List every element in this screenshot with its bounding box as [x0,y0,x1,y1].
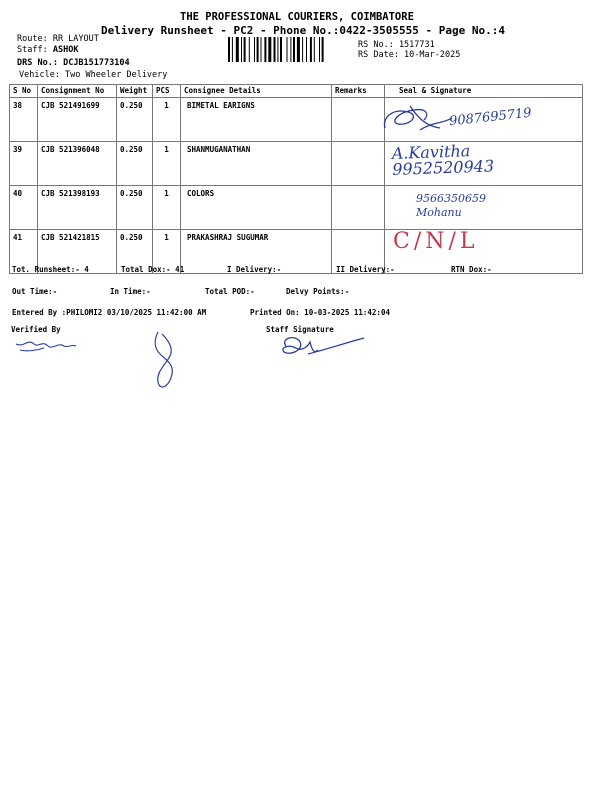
printed-on: Printed On: 10-03-2025 11:42:04 [250,308,390,317]
handwritten-phone-row3: 9566350659 Mohanu [416,192,486,219]
company-name: THE PROFESSIONAL COURIERS, COIMBATORE [180,11,414,23]
column-header: PCS [153,85,181,98]
pcs-cell: 1 [153,186,181,230]
handwritten-phone-row1: 9087695719 [448,105,533,130]
out-time: Out Time:- [12,287,58,296]
delvy-points: Delvy Points:- [286,287,350,296]
column-header: Remarks [332,85,385,98]
sno-cell: 41 [10,230,38,274]
pcs-cell: 1 [153,230,181,274]
sno-cell: 40 [10,186,38,230]
pcs-cell: 1 [153,142,181,186]
weight-cell: 0.250 [117,98,153,142]
remarks-cell [332,142,385,186]
handwritten-mark-scribble [148,330,188,396]
i-delivery: I Delivery:- [227,265,282,274]
drs-value: DCJB151773104 [63,58,130,68]
total-pod: Total POD:- [205,287,255,296]
consignee-cell: COLORS [181,186,332,230]
rtn-dox: RTN Dox:- [451,265,492,274]
table-row [10,230,583,274]
consignment-cell: CJB 521491699 [38,98,117,142]
weight-cell: 0.250 [117,230,153,274]
in-time: In Time:- [110,287,151,296]
runsheet-title: Delivery Runsheet - PC2 - Phone No.:0422-3505555 - Page No.:4 [101,24,505,37]
total-runsheet: Tot. Runsheet:- 4 [12,265,89,274]
column-header: Consignment No [38,85,117,98]
rs-number: RS No.: 1517731 [358,40,435,50]
barcode-image [228,37,352,62]
consignment-cell: CJB 521421815 [38,230,117,274]
vehicle: Vehicle: Two Wheeler Delivery [19,70,168,80]
consignee-cell: BIMETAL EARIGNS [181,98,332,142]
staff-signature-scribble [278,332,368,362]
rs-date: RS Date: 10-Mar-2025 [358,50,461,60]
verified-by-label: Verified By [11,325,61,334]
column-header: Consignee Details [181,85,332,98]
table-header-row [10,85,583,98]
ii-delivery: II Delivery:- [336,265,395,274]
verified-signature-scribble [14,334,78,356]
remarks-cell [332,98,385,142]
column-header: S No [10,85,38,98]
total-dox: Total Dox:- 41 [121,265,185,274]
sno-cell: 39 [10,142,38,186]
column-header: Weight [117,85,153,98]
staff-label: Staff: [17,45,48,55]
consignee-cell: SHANMUGANATHAN [181,142,332,186]
staff-name: ASHOK [52,45,79,55]
pcs-cell: 1 [153,98,181,142]
drs-label: DRS No.: [17,58,58,68]
sno-cell: 38 [10,98,38,142]
consignment-cell: CJB 521396048 [38,142,117,186]
weight-cell: 0.250 [117,142,153,186]
staff [17,45,78,55]
staff-signature-label: Staff Signature [266,325,334,334]
route: Route: RR LAYOUT [17,34,99,44]
remarks-cell [332,186,385,230]
drs-number [17,58,130,68]
weight-cell: 0.250 [117,186,153,230]
consignment-cell: CJB 521398193 [38,186,117,230]
handwritten-name-phone-row2: A.Kavitha 9952520943 [391,141,495,179]
entered-by: Entered By :PHILOMI2 03/10/2025 11:42:00 AM [12,308,207,317]
consignee-cell: PRAKASHRAJ SUGUMAR [181,230,332,274]
column-header: Seal & Signature [385,85,583,98]
handwritten-cnl-row4: C/N/L [393,229,479,254]
